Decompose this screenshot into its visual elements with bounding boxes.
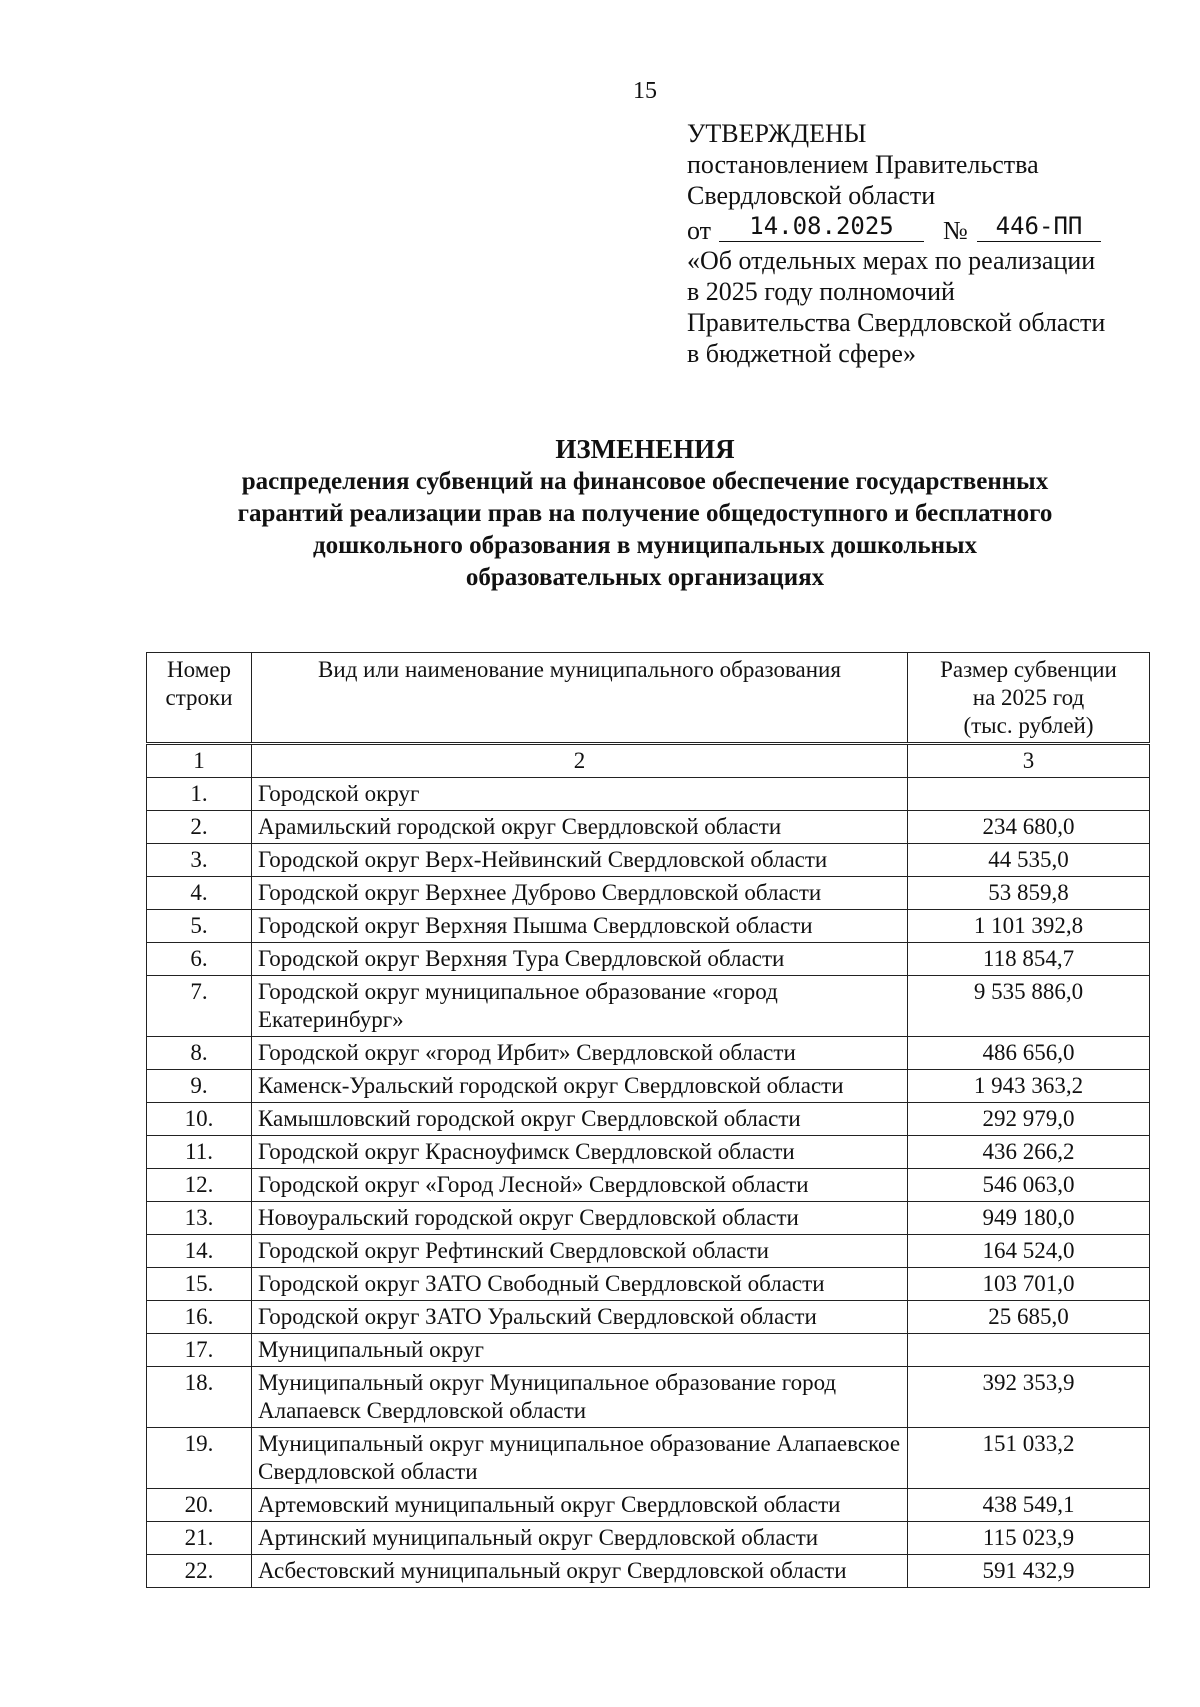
title-line: дошкольного образования в муниципальных дошкольных <box>312 532 977 559</box>
municipality-name: Асбестовский муниципальный округ Свердловской области <box>252 1555 908 1588</box>
table-row <box>147 844 1150 877</box>
table-row <box>147 1235 1150 1268</box>
municipality-name: Городской округ «Город Лесной» Свердловской области <box>252 1169 908 1202</box>
approval-date-line <box>687 211 1157 245</box>
subsidy-amount: 949 180,0 <box>908 1202 1150 1235</box>
row-number: 20. <box>147 1489 252 1522</box>
municipality-name: Городской округ ЗАТО Свободный Свердловской области <box>252 1268 908 1301</box>
table-row <box>147 1489 1150 1522</box>
header-name: Вид или наименование муниципального образования <box>252 653 908 744</box>
municipality-name: Каменск-Уральский городской округ Свердловской области <box>252 1070 908 1103</box>
municipality-name: Городской округ «город Ирбит» Свердловской области <box>252 1037 908 1070</box>
table-row <box>147 1136 1150 1169</box>
municipality-name: Муниципальный округ <box>252 1334 908 1367</box>
table-row <box>147 1070 1150 1103</box>
approval-title: УТВЕРЖДЕНЫ <box>687 119 867 148</box>
subsidy-amount: 438 549,1 <box>908 1489 1150 1522</box>
doc-title-line: Правительства Свердловской области <box>687 308 1106 337</box>
table-row <box>147 1103 1150 1136</box>
municipality-name: Городской округ Верх-Нейвинский Свердловской области <box>252 844 908 877</box>
row-number: 19. <box>147 1428 252 1489</box>
number-label: № <box>943 216 968 245</box>
subsidy-amount: 115 023,9 <box>908 1522 1150 1555</box>
subsidy-amount <box>908 778 1150 811</box>
table-row <box>147 778 1150 811</box>
row-number: 9. <box>147 1070 252 1103</box>
municipality-name: Городской округ Верхняя Пышма Свердловской области <box>252 910 908 943</box>
doc-title-line: «Об отдельных мерах по реализации <box>687 246 1096 275</box>
table-header-row <box>147 653 1150 744</box>
from-label: от <box>687 216 712 245</box>
table-row <box>147 976 1150 1037</box>
municipality-name: Артинский муниципальный округ Свердловской области <box>252 1522 908 1555</box>
title-line: образовательных организациях <box>465 564 825 591</box>
subsidy-amount: 292 979,0 <box>908 1103 1150 1136</box>
subsidy-amount: 234 680,0 <box>908 811 1150 844</box>
column-number: 2 <box>252 744 908 778</box>
doc-title-line: в бюджетной сфере» <box>687 339 916 368</box>
table-row <box>147 1555 1150 1588</box>
approval-stamp <box>687 118 1157 369</box>
subsidy-amount: 9 535 886,0 <box>908 976 1150 1037</box>
title-line: гарантий реализации прав на получение общедоступного и бесплатного <box>237 500 1053 527</box>
row-number: 4. <box>147 877 252 910</box>
row-number: 6. <box>147 943 252 976</box>
subsidy-amount: 436 266,2 <box>908 1136 1150 1169</box>
municipality-name: Арамильский городской округ Свердловской области <box>252 811 908 844</box>
row-number: 16. <box>147 1301 252 1334</box>
row-number: 21. <box>147 1522 252 1555</box>
municipality-name: Новоуральский городской округ Свердловской области <box>252 1202 908 1235</box>
column-number: 1 <box>147 744 252 778</box>
subsidy-amount: 591 432,9 <box>908 1555 1150 1588</box>
municipality-name: Городской округ <box>252 778 908 811</box>
table-row <box>147 1334 1150 1367</box>
subsidy-amount: 546 063,0 <box>908 1169 1150 1202</box>
approval-date: 14.08.2025 <box>719 211 924 242</box>
approval-number: 446-ПП <box>977 211 1101 242</box>
row-number: 14. <box>147 1235 252 1268</box>
row-number: 13. <box>147 1202 252 1235</box>
subsidy-amount: 392 353,9 <box>908 1367 1150 1428</box>
subsidy-amount: 44 535,0 <box>908 844 1150 877</box>
title-heading: ИЗМЕНЕНИЯ <box>555 434 735 464</box>
row-number: 1. <box>147 778 252 811</box>
subsidy-amount: 25 685,0 <box>908 1301 1150 1334</box>
table-row <box>147 1301 1150 1334</box>
table-row <box>147 943 1150 976</box>
row-number: 17. <box>147 1334 252 1367</box>
doc-title-line: в 2025 году полномочий <box>687 277 955 306</box>
row-number: 3. <box>147 844 252 877</box>
municipality-name: Городской округ Рефтинский Свердловской области <box>252 1235 908 1268</box>
subsidy-amount: 486 656,0 <box>908 1037 1150 1070</box>
header-value: Размер субвенции на 2025 год (тыс. рублей) <box>908 653 1150 744</box>
row-number: 15. <box>147 1268 252 1301</box>
subsidy-amount: 1 101 392,8 <box>908 910 1150 943</box>
table-row <box>147 877 1150 910</box>
table-row <box>147 1268 1150 1301</box>
row-number: 22. <box>147 1555 252 1588</box>
municipality-name: Муниципальный округ Муниципальное образование город Алапаевск Свердловской области <box>252 1367 908 1428</box>
subsidies-table <box>146 652 1150 1588</box>
row-number: 8. <box>147 1037 252 1070</box>
table-body <box>147 744 1150 1588</box>
subsidy-amount <box>908 1334 1150 1367</box>
table-row <box>147 1037 1150 1070</box>
municipality-name: Городской округ Красноуфимск Свердловской области <box>252 1136 908 1169</box>
municipality-name: Городской округ муниципальное образование «город Екатеринбург» <box>252 976 908 1037</box>
approval-line-1: постановлением Правительства <box>687 150 1039 179</box>
table-row <box>147 1522 1150 1555</box>
municipality-name: Городской округ Верхняя Тура Свердловской области <box>252 943 908 976</box>
table-row <box>147 1428 1150 1489</box>
row-number: 12. <box>147 1169 252 1202</box>
table-row <box>147 811 1150 844</box>
municipality-name: Камышловский городской округ Свердловской области <box>252 1103 908 1136</box>
municipality-name: Городской округ ЗАТО Уральский Свердловской области <box>252 1301 908 1334</box>
header-row-number: Номер строки <box>147 653 252 744</box>
document-title <box>140 432 1150 594</box>
row-number: 7. <box>147 976 252 1037</box>
subsidy-amount: 118 854,7 <box>908 943 1150 976</box>
page-number: 15 <box>633 78 657 104</box>
column-number: 3 <box>908 744 1150 778</box>
approval-line-2: Свердловской области <box>687 181 936 210</box>
municipality-name: Артемовский муниципальный округ Свердловской области <box>252 1489 908 1522</box>
row-number: 5. <box>147 910 252 943</box>
title-line: распределения субвенций на финансовое обеспечение государственных <box>241 468 1049 495</box>
row-number: 11. <box>147 1136 252 1169</box>
table-row <box>147 910 1150 943</box>
row-number: 10. <box>147 1103 252 1136</box>
row-number: 18. <box>147 1367 252 1428</box>
subsidy-amount: 151 033,2 <box>908 1428 1150 1489</box>
municipality-name: Муниципальный округ муниципальное образование Алапаевское Свердловской области <box>252 1428 908 1489</box>
table-row <box>147 1169 1150 1202</box>
subsidy-amount: 53 859,8 <box>908 877 1150 910</box>
table-row <box>147 1202 1150 1235</box>
table-row <box>147 1367 1150 1428</box>
column-numbers-row <box>147 744 1150 778</box>
subsidy-amount: 1 943 363,2 <box>908 1070 1150 1103</box>
municipality-name: Городской округ Верхнее Дуброво Свердловской области <box>252 877 908 910</box>
row-number: 2. <box>147 811 252 844</box>
subsidy-amount: 164 524,0 <box>908 1235 1150 1268</box>
subsidy-amount: 103 701,0 <box>908 1268 1150 1301</box>
